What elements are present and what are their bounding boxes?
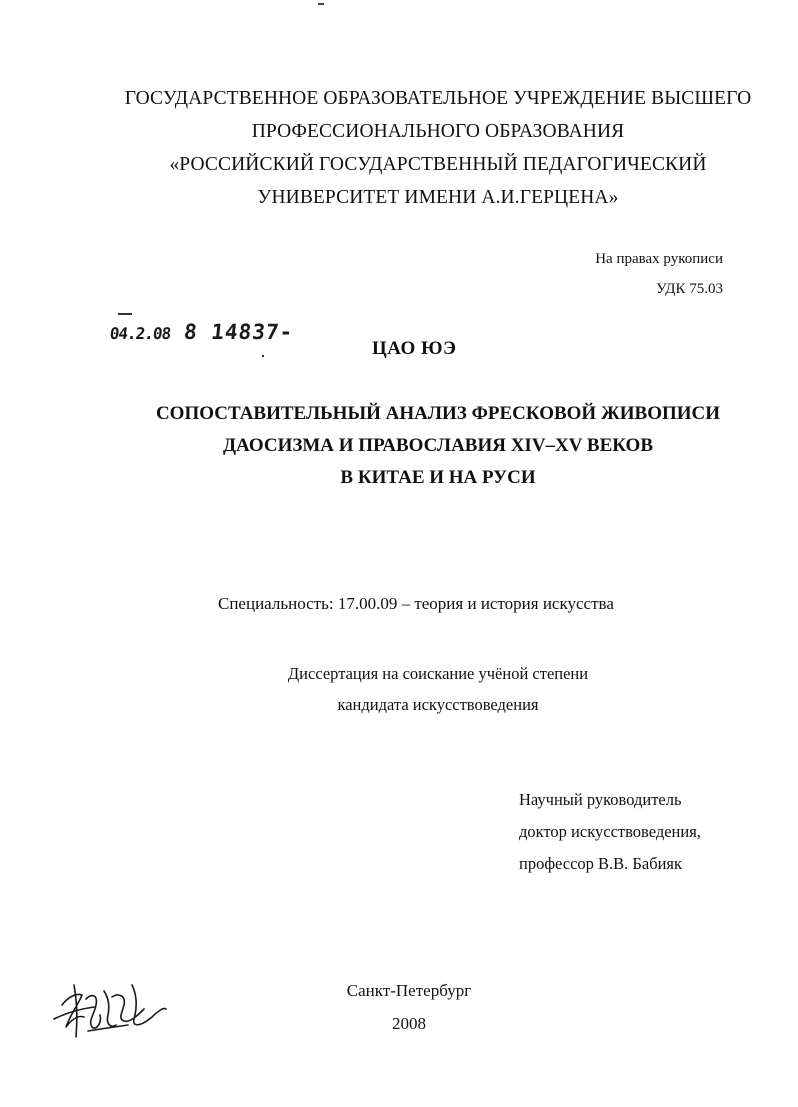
specialty-line: Специальность: 17.00.09 – теория и история искусства bbox=[218, 594, 614, 613]
stamp-dot bbox=[262, 355, 264, 357]
stamp-mark bbox=[118, 313, 132, 315]
title-line-3: В КИТАЕ И НА РУСИ bbox=[340, 467, 536, 488]
stamp-date: 04.2.08 bbox=[108, 324, 172, 343]
advisor-degree: доктор искусствоведения, bbox=[519, 822, 701, 841]
place-and-year bbox=[0, 974, 798, 1040]
institution-line-3: «РОССИЙСКИЙ ГОСУДАРСТВЕННЫЙ ПЕДАГОГИЧЕСКИЙ bbox=[169, 154, 707, 175]
advisor-block bbox=[519, 784, 701, 880]
manuscript-rights-block bbox=[595, 244, 723, 304]
year: 2008 bbox=[392, 1014, 426, 1033]
title-line-2: ДАОСИЗМА И ПРАВОСЛАВИЯ XIV–XV ВЕКОВ bbox=[222, 435, 653, 456]
institution-line-2: ПРОФЕССИОНАЛЬНОГО ОБРАЗОВАНИЯ bbox=[251, 121, 625, 142]
stamp-number: 8 14837- bbox=[182, 320, 295, 344]
city-name: Санкт-Петербург bbox=[346, 981, 472, 1000]
advisor-role: Научный руководитель bbox=[519, 790, 682, 809]
author-name: ЦАО ЮЭ bbox=[372, 338, 457, 359]
dissertation-degree bbox=[0, 658, 798, 720]
udk-code: УДК 75.03 bbox=[656, 281, 723, 297]
dissertation-title bbox=[0, 398, 798, 494]
degree-line-2: кандидата искусствоведения bbox=[337, 695, 539, 714]
library-stamp bbox=[109, 320, 295, 344]
degree-line-1: Диссертация на соискание учёной степени bbox=[287, 664, 589, 683]
scan-speck bbox=[318, 3, 324, 5]
institution-line-1: ГОСУДАРСТВЕННОЕ ОБРАЗОВАТЕЛЬНОЕ УЧРЕЖДЕНИЕ ВЫСШЕГО bbox=[124, 88, 752, 109]
institution-header bbox=[0, 82, 798, 214]
manuscript-rights-label: На правах рукописи bbox=[595, 251, 723, 267]
title-line-1: СОПОСТАВИТЕЛЬНЫЙ АНАЛИЗ ФРЕСКОВОЙ ЖИВОПИСИ bbox=[155, 403, 721, 424]
advisor-name: профессор В.В. Бабияк bbox=[519, 854, 683, 873]
institution-line-4: УНИВЕРСИТЕТ ИМЕНИ А.И.ГЕРЦЕНА» bbox=[257, 187, 619, 208]
